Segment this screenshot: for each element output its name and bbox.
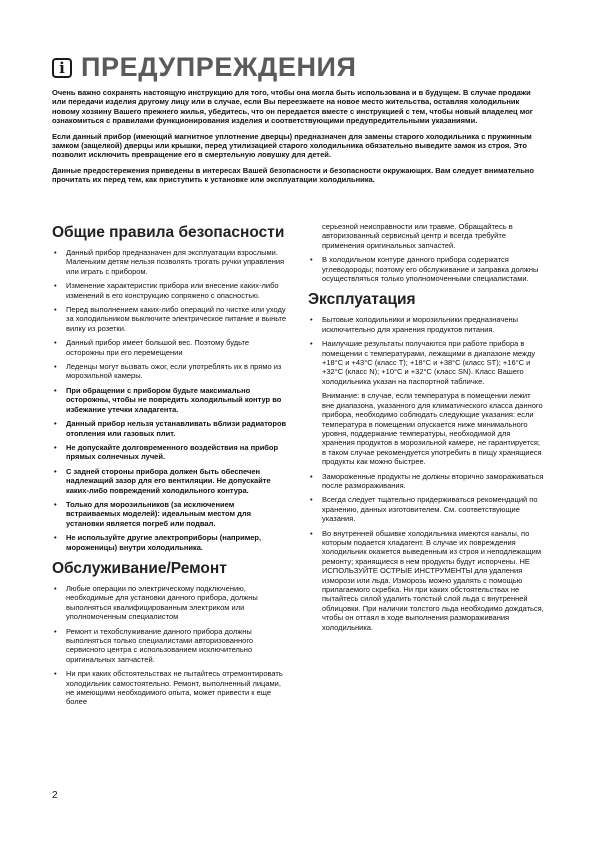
safety-list [52, 248, 288, 552]
title-row [52, 54, 357, 81]
left-column [52, 224, 288, 712]
list-item: • Не допускайте долговременного воздействия на прибор прямых солнечных лучей. [52, 443, 288, 462]
service-list-continued [308, 255, 544, 283]
intro-paragraph: Если данный прибор (имеющий магнитное уплотнение дверцы) предназначен для замены старого холодильника с пружинным замком (защелкой) дверцы или крышки, перед утилизацией старого холодильника обязательно выведите замок из строя. Это позволит исключить превращение его в смертельную ловушку для детей. [52, 131, 532, 160]
service-heading: Обслуживание/Ремонт [52, 559, 227, 577]
intro-paragraph: Очень важно сохранять настоящую инструкцию для того, чтобы она могла быть использована и в будущем. В случае продажи или передачи изделия другому лицу или в случае, если Вы переезжаете на новое место жительства, оставляя холодильник новому хозяину Вашего прежнего жилья, убедитесь, что он передается вместе с инструкцией с тем, чтобы новый владелец мог ознакомиться с правилами функционирования изделия и соответствующими предупредительными указаниями. [52, 88, 533, 126]
list-item: • Не используйте другие электроприборы (например, мороженицы) внутри холодильника. [52, 533, 288, 552]
page-number: 2 [52, 790, 58, 801]
list-item: • Леденцы могут вызвать ожог, если употреблять их в прямо из морозильной камеры. [52, 362, 288, 381]
intro-paragraph: Данные предостережения приведены в интересах Вашей безопасности и безопасности окружающих. Вам следует внимательно прочитать их перед тем, как приступить к установке или эксплуатации холодильника. [52, 165, 534, 185]
operation-list [308, 315, 544, 386]
list-item: • Ни при каких обстоятельствах не пытайтесь отремонтировать холодильник самостоятельно. Ремонт, выполненный лицами, не имеющими необходимого опыта, может привести к еще более [52, 669, 288, 707]
list-item: • С задней стороны прибора должен быть обеспечен надлежащий зазор для его вентиляции. Не допускайте каких-либо повреждений холодильного контура. [52, 467, 288, 495]
list-item: • В холодильном контуре данного прибора содержатся углеводороды; поэтому его обслуживание и заправка должны осуществляться только уполномоченными специалистами. [308, 255, 544, 283]
service-continuation: серьезной неисправности или травме. Обращайтесь в авторизованный сервисный центр и всегда требуйте применения оригинальных запчастей. [322, 222, 513, 250]
list-item: • Во внутренней обшивке холодильника имеются каналы, по которым подается хладагент. В случае их повреждения холодильник окажется выведенным из строя и неподлежащим ремонту; хранящиеся в нем продукты будут испорчены. НЕ ИСПОЛЬЗУЙТЕ ОСТРЫЕ ИНСТРУМЕНТЫ для удаления изморози или льда. Изморозь можно удалять с помощью прилагаемого скребка. Ни при каких обстоятельствах не пытайтесь силой удалить толстый слой льда с внутренней облицовки. При наличии толстого льда необходимо дождаться, чтобы он оттаял в ходе выполнения размораживания холодильника. [308, 529, 544, 632]
page-title: ПРЕДУПРЕЖДЕНИЯ [81, 52, 357, 82]
safety-heading: Общие правила безопасности [52, 224, 285, 241]
list-item: • Ремонт и техобслуживание данного прибора должны выполняться только специалистами авторизованного сервисного центра с использованием исключительно оригинальных запчастей. [52, 627, 288, 665]
operation-list-continued [308, 472, 544, 633]
service-list [52, 584, 288, 707]
list-item: • Данный прибор имеет большой вес. Поэтому будьте осторожны при его перемещении [52, 338, 288, 357]
operation-heading: Эксплуатация [308, 291, 416, 309]
list-item: • Данный прибор нельзя устанавливать вблизи радиаторов отопления или газовых плит. [52, 419, 288, 438]
list-item: • При обращении с прибором будьте максимально осторожны, чтобы не повредить холодильный контур во избежание утечки хладагента. [52, 386, 288, 414]
intro-section [52, 88, 546, 191]
list-item: • Наилучшие результаты получаются при работе прибора в помещении с температурами, лежащими в диапазоне между +18°C и +43°C (класс T); +18°C и +38°C (класс ST); +16°C и +32°C (класс N); +10°C и +32°C (класс SN). Класс Вашего холодильника указан на паспортной табличке. [308, 339, 544, 386]
list-item: • Любые операции по электрическому подключению, необходимые для установки данного прибора, должны выполняться квалифицированным электриком или уполномоченным специалистом [52, 584, 288, 622]
list-item: • Только для морозильников (за исключением встраиваемых моделей): идеальным местом для установки является погреб или подвал. [52, 500, 288, 528]
operation-note: Внимание: в случае, если температура в помещении лежит вне диапазона, указанного для климатического класса данного прибора, необходимо соблюдать следующие указания: если температура в помещении опускается ниже минимального уровня, поддержание температуры, необходимой для хранения продуктов в морозильной камере, не гарантируется; в таком случае рекомендуется употребить в пищу хранящиеся продукты как можно быстрее. [322, 391, 543, 467]
list-item: • Замороженные продукты не должны вторично замораживаться после размораживания. [308, 472, 544, 491]
info-icon: i [52, 58, 72, 78]
list-item: • Бытовые холодильники и морозильники предназначены исключительно для хранения продуктов питания. [308, 315, 544, 334]
right-column [308, 222, 544, 637]
list-item: • Перед выполнением каких-либо операций по чистке или уходу за холодильником выключите электрическое питание и выньте вилку из розетки. [52, 305, 288, 333]
list-item: • Данный прибор предназначен для эксплуатации взрослыми. Маленьким детям нельзя позволять трогать ручки управления или играть с прибором. [52, 248, 288, 276]
list-item: • Изменение характеристик прибора или внесение каких-либо изменений в его конструкцию сопряжено с опасностью. [52, 281, 288, 300]
list-item: • Всегда следует тщательно придерживаться рекомендаций по хранению, данных изготовителем. См. соответствующие указания. [308, 495, 544, 523]
